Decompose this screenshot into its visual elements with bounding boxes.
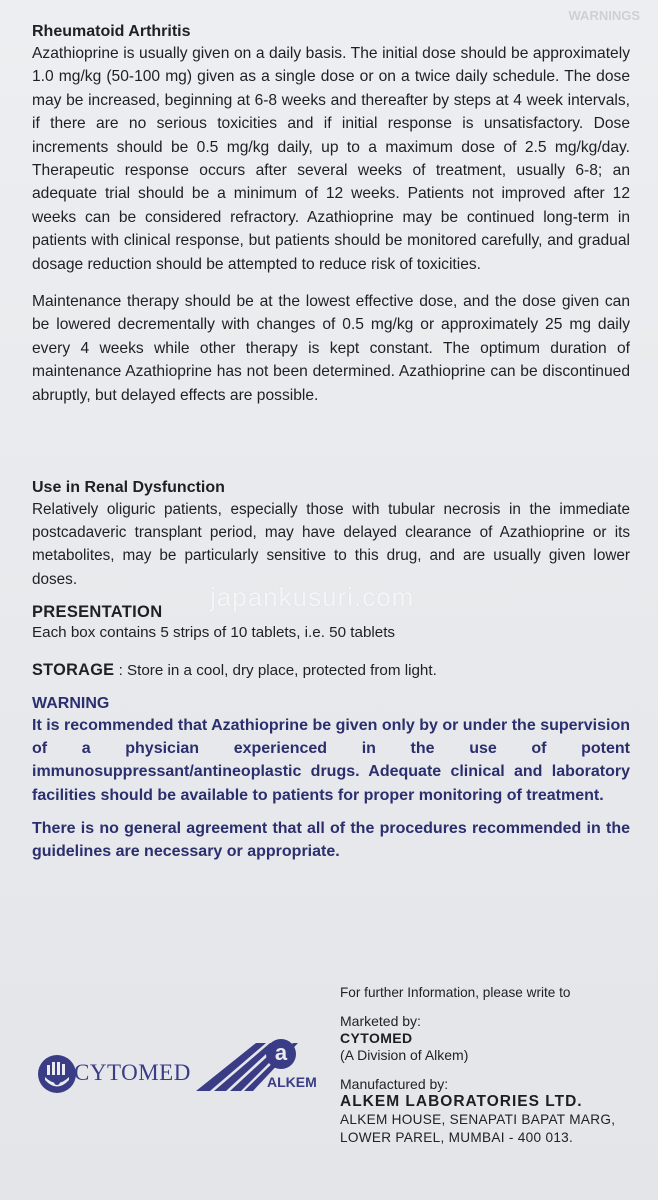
footer-contact — [340, 984, 640, 1147]
footer-info: For further Information, please write to — [340, 985, 571, 1000]
alkem-logo-icon: a — [266, 1039, 296, 1069]
heading-renal-dysfunction: Use in Renal Dysfunction — [32, 479, 225, 496]
cytomed-logo-icon — [36, 1053, 78, 1095]
marketed-label: Marketed by: — [340, 1013, 421, 1029]
heading-rheumatoid-arthritis: Rheumatoid Arthritis — [32, 23, 191, 40]
ghost-heading: WARNINGS — [568, 8, 640, 23]
heading-warning: WARNING — [32, 695, 110, 712]
section-renal-dysfunction — [32, 478, 630, 591]
marketer-name: CYTOMED — [340, 1030, 413, 1046]
manufacturer-address-line2: LOWER PAREL, MUMBAI - 400 013. — [340, 1130, 574, 1145]
alkem-logo-text: ALKEM — [267, 1074, 317, 1090]
paragraph-warning-supervision: It is recommended that Azathioprine be given only by or under the supervision of a physician experienced in the use of potent immunosuppressant/antineoplastic drugs. Adequate clinical and laboratory facilities should be available to patients for proper monitoring of treatment. — [32, 717, 630, 804]
section-warning — [32, 694, 630, 863]
manufacturer-address-line1: ALKEM HOUSE, SENAPATI BAPAT MARG, — [340, 1112, 616, 1127]
logo-area — [36, 1035, 336, 1105]
storage-label: STORAGE — [32, 661, 115, 679]
section-rheumatoid-arthritis — [32, 22, 630, 407]
storage-text: : Store in a cool, dry place, protected from light. — [118, 662, 437, 679]
presentation-text: Each box contains 5 strips of 10 tablets, i.e. 50 tablets — [32, 624, 396, 641]
section-storage — [32, 659, 630, 682]
cytomed-logo-text: CYTOMED — [74, 1060, 191, 1085]
paragraph-ra-maintenance: Maintenance therapy should be at the lowest effective dose, and the dose given can be lowered decrementally with changes of 0.5 mg/kg or approximately 25 mg daily every 4 weeks while other therapy is kept constant. The optimum duration of maintenance Azathioprine has not been determined. Azathioprine can be discontinued abruptly, but delayed effects are possible. — [32, 293, 630, 404]
paragraph-renal: Relatively oliguric patients, especially those with tubular necrosis in the immediate postcadaveric transplant period, may have delayed clearance of Azathioprine or its metabolites, may be particularly sensitive to this drug, and are usually given lower doses. — [32, 501, 630, 588]
manufactured-label: Manufactured by: — [340, 1076, 449, 1092]
manufacturer-name: ALKEM LABORATORIES LTD. — [340, 1093, 583, 1110]
paragraph-warning-guidelines: There is no general agreement that all of the procedures recommended in the guidelines are necessary or appropriate. — [32, 819, 630, 861]
heading-presentation: PRESENTATION — [32, 603, 163, 621]
paragraph-ra-dosing: Azathioprine is usually given on a daily basis. The initial dose should be approximately 1.0 mg/kg (50-100 mg) given as a single dose or on a twice daily schedule. The dose may be increased, beginning at 6-8 weeks and thereafter by steps at 4 week intervals, if there are no serious toxicities and if initial response is unsatisfactory. Dose increments should be 0.5 mg/kg daily, up to a maximum dose of 2.5 mg/kg/day. Therapeutic response occurs after several weeks of treatment, usually 6-8; an adequate trial should be a minimum of 12 weeks. Patients not improved after 12 weeks can be considered refractory. Azathioprine may be continued long-term in patients with clinical response, but patients should be monitored carefully, and gradual dosage reduction should be attempted to reduce risk of toxicities. — [32, 45, 630, 273]
watermark-text: japankusuri.com — [210, 582, 415, 612]
marketer-note: (A Division of Alkem) — [340, 1047, 469, 1063]
